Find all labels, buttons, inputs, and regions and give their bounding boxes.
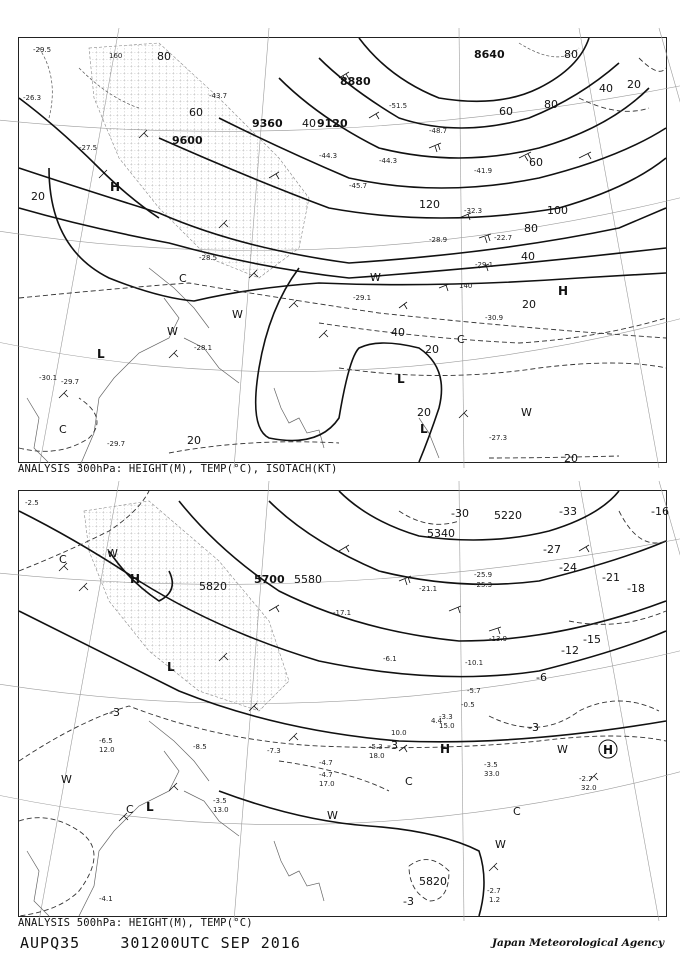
chart-code-footer (20, 934, 301, 952)
cold-marker: C (513, 805, 521, 818)
temp-sample: -43.7 (209, 92, 228, 100)
temp-sample: -13.9 (489, 635, 508, 643)
value-sample: 15.0 (439, 722, 455, 730)
high-pressure-center: H (130, 572, 141, 586)
isotach-label: 40 (391, 326, 405, 339)
value-sample: 12.0 (99, 746, 115, 754)
isotach-label: 100 (547, 204, 568, 217)
temp-sample: -28.9 (429, 236, 448, 244)
isotherm-label: -3 (387, 739, 398, 752)
map-300hpa-canvas (19, 38, 666, 465)
temp-sample: -29.7 (107, 440, 126, 448)
temp-sample: -17.1 (333, 609, 352, 617)
isotach-label: 80 (157, 50, 171, 63)
low-pressure-center: L (397, 372, 405, 386)
temp-sample: -2.7 (579, 775, 593, 783)
temp-sample: -4.7 (319, 771, 333, 779)
height-label: 5700 (254, 573, 285, 586)
agency-credit: Japan Meteorological Agency (492, 937, 665, 949)
isotherm-label: -3 (109, 706, 120, 719)
height-label: 5820 (419, 875, 447, 888)
value-sample: 4.4 (431, 717, 443, 725)
isotherm-label: -27 (543, 543, 561, 556)
isotach-label: 40 (599, 82, 613, 95)
temp-sample: -44.3 (319, 152, 338, 160)
temp-sample: -21.1 (419, 585, 438, 593)
temp-sample: -30.1 (39, 374, 58, 382)
temp-sample: -8.5 (193, 743, 207, 751)
height-label: 5340 (427, 527, 455, 540)
cold-marker: C (457, 333, 465, 346)
isotherm-label: -3 (403, 895, 414, 908)
isotach-label: 20 (522, 298, 536, 311)
panel-300-caption: ANALYSIS 300hPa: HEIGHT(M), TEMP(°C), ISOTACH(KT) (18, 463, 338, 475)
temp-sample: -45.7 (349, 182, 368, 190)
isotach-label: 20 (187, 434, 201, 447)
temp-sample: -30.9 (485, 314, 504, 322)
value-sample: 10.0 (391, 729, 407, 737)
valid-time: 301200UTC SEP 2016 (120, 934, 301, 952)
isotach-label: 20 (31, 190, 45, 203)
height-label: 8880 (340, 75, 371, 88)
warm-marker: W (232, 308, 243, 321)
height-label: 9600 (172, 134, 203, 147)
isotherm-label: -6 (536, 671, 547, 684)
hatched-area (84, 501, 289, 711)
temp-sample: -6.5 (99, 737, 113, 745)
isotach-label: 20 (417, 406, 431, 419)
cold-marker: C (179, 272, 187, 285)
temp-sample: -22.7 (494, 234, 513, 242)
isotach-label: 60 (189, 106, 203, 119)
height-label: 5820 (199, 580, 227, 593)
isotherm-label: -3 (528, 721, 539, 734)
high-pressure-center: H (603, 743, 614, 757)
map-panel-300hpa (18, 37, 667, 463)
temp-sample: -4.7 (319, 759, 333, 767)
low-pressure-center: L (167, 660, 175, 674)
warm-marker: W (61, 773, 72, 786)
height-label: 9120 (317, 117, 348, 130)
low-pressure-center: L (420, 422, 428, 436)
temp-sample: -51.5 (389, 102, 408, 110)
height-label: 5580 (294, 573, 322, 586)
cold-marker: C (59, 423, 67, 436)
temp-sample: -29.5 (33, 46, 52, 54)
temp-sample: -28.1 (194, 344, 213, 352)
value-sample: 33.0 (484, 770, 500, 778)
low-pressure-center: L (146, 800, 154, 814)
isotach-label: 140 (459, 282, 473, 290)
chart-code: AUPQ35 (20, 934, 81, 952)
temp-sample: -44.3 (379, 157, 398, 165)
hatched-area (89, 43, 309, 278)
temp-sample: -29.7 (61, 378, 80, 386)
value-sample: 17.0 (319, 780, 335, 788)
temp-sample: -27.3 (489, 434, 508, 442)
temp-sample: -5.7 (467, 687, 481, 695)
warm-marker: W (107, 547, 118, 560)
warm-marker: W (557, 743, 568, 756)
isotherm-label: -12 (561, 644, 579, 657)
warm-marker: W (327, 809, 338, 822)
isotach-label: 80 (564, 48, 578, 61)
isotach-label: 20 (627, 78, 641, 91)
map-500hpa-canvas (19, 491, 669, 916)
temp-sample: -6.1 (383, 655, 397, 663)
isotach-label: 40 (521, 250, 535, 263)
isotach-label: 120 (419, 198, 440, 211)
high-pressure-center: H (440, 742, 451, 756)
temp-sample: -7.3 (267, 747, 281, 755)
temp-sample: -25.9 (474, 571, 493, 579)
isotach-label: 60 (529, 156, 543, 169)
isotherm-label: -21 (602, 571, 620, 584)
temp-sample: -4.1 (99, 895, 113, 903)
isotach-label: 80 (524, 222, 538, 235)
height-label: 5220 (494, 509, 522, 522)
cold-marker: C (405, 775, 413, 788)
wind-speed-samples (99, 717, 597, 904)
temp-sample: -2.5 (25, 499, 39, 507)
warm-marker: W (495, 838, 506, 851)
isotach-label: 80 (544, 98, 558, 111)
low-pressure-center: L (97, 347, 105, 361)
cold-marker: C (59, 553, 67, 566)
temp-sample: -48.7 (429, 127, 448, 135)
height-label: 9360 (252, 117, 283, 130)
temp-sample: -3.5 (484, 761, 498, 769)
panel-500-caption: ANALYSIS 500hPa: HEIGHT(M), TEMP(°C) (18, 917, 253, 929)
temp-sample: -25.3 (474, 581, 493, 589)
isotherm-label: -15 (583, 633, 601, 646)
isotach-label: 60 (499, 105, 513, 118)
isotherm-label: -30 (451, 507, 469, 520)
warm-marker: W (521, 406, 532, 419)
high-pressure-center: H (558, 284, 569, 298)
temp-sample: -27.5 (79, 144, 98, 152)
value-sample: 32.0 (581, 784, 597, 792)
isotherm-label: -33 (559, 505, 577, 518)
temp-sample: -2.7 (487, 887, 501, 895)
isotach-label: 160 (109, 52, 123, 60)
isotach-label: 20 (564, 452, 578, 465)
value-sample: 18.0 (369, 752, 385, 760)
height-label: 8640 (474, 48, 505, 61)
isotach-label: 40 (302, 117, 316, 130)
temp-sample: -3.3 (439, 713, 453, 721)
temp-sample: -32.3 (464, 207, 483, 215)
warm-marker: W (167, 325, 178, 338)
warm-marker: W (370, 271, 381, 284)
value-sample: 13.0 (213, 806, 229, 814)
isotach-label: 20 (425, 343, 439, 356)
isotherm-label: -18 (627, 582, 645, 595)
temp-sample: -28.5 (199, 254, 218, 262)
temp-sample: -41.9 (474, 167, 493, 175)
value-sample: 1.2 (489, 896, 501, 904)
temp-sample: -0.5 (461, 701, 475, 709)
temp-sample: -10.1 (465, 659, 484, 667)
isotherm-label: -24 (559, 561, 577, 574)
isotherm-label: -16 (651, 505, 669, 518)
temp-sample: -5.3 (369, 743, 383, 751)
temp-sample: -29.1 (353, 294, 372, 302)
cold-marker: C (126, 803, 134, 816)
high-pressure-center: H (110, 180, 121, 194)
temp-sample: -26.3 (23, 94, 42, 102)
temp-sample: -3.5 (213, 797, 227, 805)
map-panel-500hpa (18, 490, 667, 917)
temp-sample: -29.1 (475, 261, 494, 269)
